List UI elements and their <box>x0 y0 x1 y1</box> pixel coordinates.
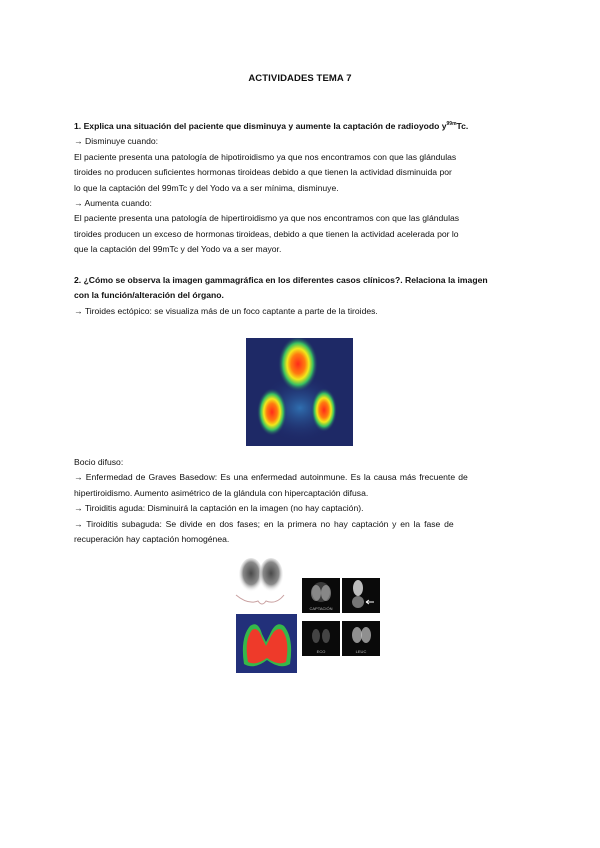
graves-line: → Enfermedad de Graves Basedow: Es una enfermedad autoinmune. Es la causa más frecuente de <box>74 472 468 483</box>
thyroiditis-scan-captacion <box>302 578 340 613</box>
subacute-thyroiditis-line: → Tiroiditis subaguda: Se divide en dos fases; en la primera no hay captación y en la fase de <box>74 518 454 529</box>
decrease-line: El paciente presenta una patología de hipotiroidismo ya que nos encontramos con que las glándulas <box>74 151 457 162</box>
decrease-paragraph <box>74 150 528 196</box>
bocio-section <box>74 455 528 547</box>
decrease-heading: → Disminuye cuando: <box>74 136 159 147</box>
subacute-thyroiditis-line: recuperación hay captación homogénea. <box>74 534 230 545</box>
scan-label: LEUC <box>355 649 367 654</box>
increase-line: tiroides producen un exceso de hormonas tiroideas, debido a que tienen la actividad acelerada por lo <box>74 228 459 239</box>
question-2-text: ¿Cómo se observa la imagen gammagráfica en los diferentes casos clínicos?. Relaciona la imagen <box>83 275 488 285</box>
question-2-heading-line: con la función/alteración del órgano. <box>74 290 224 301</box>
thyroiditis-scan-leuc <box>342 621 380 656</box>
thyroiditis-scan-arrow <box>342 578 380 613</box>
thyroiditis-scan-eco <box>302 621 340 656</box>
decrease-line: lo que la captación del 99mTc y del Yodo va a ser mínima, disminuye. <box>74 182 339 193</box>
question-2-number: 2. <box>74 275 82 285</box>
graves-line: hipertiroidismo. Aumento asimétrico de la glándula con hipercaptación difusa. <box>74 487 369 498</box>
ectopic-thyroid-text: → Tiroides ectópico: se visualiza más de un foco captante a parte de la tiroides. <box>74 305 378 316</box>
increase-heading: → Aumenta cuando: <box>74 198 152 209</box>
bocio-heading: Bocio difuso: <box>74 457 124 467</box>
graves-color-scan-image <box>236 614 297 673</box>
question-1-tail: Tc. <box>456 121 469 131</box>
question-1 <box>74 119 528 258</box>
question-1-text: Explica una situación del paciente que disminuya y aumente la captación de radioyodo y <box>83 121 447 131</box>
document-title: ACTIVIDADES TEMA 7 <box>248 73 352 84</box>
question-1-superscript: 99m <box>446 121 457 128</box>
question-2 <box>74 273 528 319</box>
increase-line: El paciente presenta una patología de hipertiroidismo ya que nos encontramos con que las glándulas <box>74 213 460 224</box>
increase-paragraph <box>74 211 528 257</box>
question-1-heading <box>74 119 528 134</box>
increase-line: que la captación del 99mTc y del Yodo va a ser mayor. <box>74 244 282 255</box>
graves-gray-scan-image <box>228 557 292 613</box>
scan-label: ECO <box>316 649 326 654</box>
question-2-heading-line <box>74 273 528 288</box>
question-1-number: 1. <box>74 121 82 131</box>
scan-label: CAPTACIÓN <box>309 606 333 611</box>
ectopic-thyroid-scan-image <box>246 338 353 446</box>
decrease-line: tiroides no producen suficientes hormonas tiroideas debido a que tienen la actividad disminuida por <box>74 167 452 178</box>
acute-thyroiditis-text: → Tiroiditis aguda: Disminuirá la captación en la imagen (no hay captación). <box>74 503 364 514</box>
